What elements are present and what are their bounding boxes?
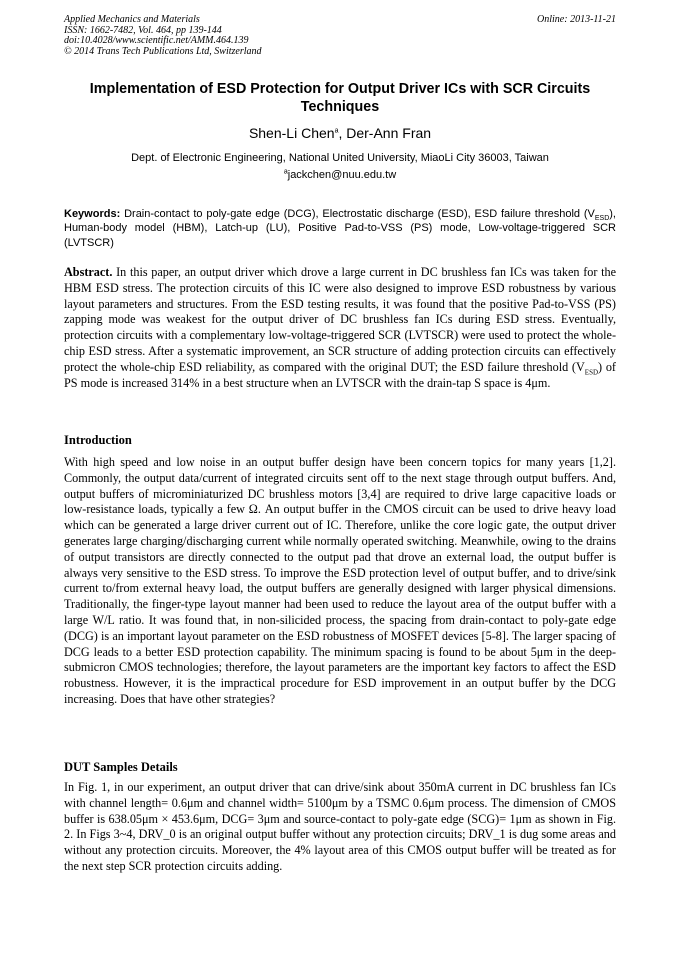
affiliation: Dept. of Electronic Engineering, National United University, MiaoLi City 36003, Taiwan: [131, 152, 549, 164]
online-date: Online: 2013-11-21: [537, 14, 616, 25]
keywords-label: Keywords:: [64, 208, 121, 220]
abstract-label: Abstract.: [64, 265, 113, 279]
author-affiliation-mark: a: [334, 127, 339, 135]
author-name: Shen-Li Chen: [248, 125, 335, 141]
journal-doi: doi:10.4028/www.scientific.net/AMM.464.139: [64, 35, 249, 47]
abstract-section: [64, 265, 616, 391]
keywords-text-continued: ), Human-body model (HBM), Latch-up (LU), Positive Pad-to-VSS (PS) mode, Low-voltage-triggered SCR (LVTSCR): [64, 208, 616, 249]
abstract-text-continued: ) of PS mode is increased 314% in a best structure when an LVTSCR with the drain-tap S space is 4μm.: [64, 359, 616, 390]
dut-body: In Fig. 1, in our experiment, an output driver that can drive/sink about 350mA current in DC brushless fan ICs with channel length= 0.6μm and channel width= 5100μm by a TSMC 0.6μm process. The dimension of CMOS buffer is 638.05μm × 453.6μm, DCG= 3μm and source-contact to poly-gate edge (SCG)= 1μm as shown in Fig. 2. In Figs 3~4, DRV_0 is an original output buffer without any protection circuits; DRV_1 is dug some areas and without any protection circuits. Moreover, the 4% layout area of this CMOS output buffer will be treated as for the next step SCR protection circuits adding.: [64, 780, 616, 873]
journal-header: [64, 15, 616, 57]
journal-name: Applied Mechanics and Materials: [64, 14, 200, 25]
introduction-heading: Introduction: [64, 433, 132, 447]
introduction-body: With high speed and low noise in an output buffer design have been concern topics for many years [1,2]. Commonly, the output data/current of integrated circuits sent off to the next stage through output buffers. And, output buffers of microminiaturized DC brushless motors [3,4] are required to drive large capacitive loads or low-resistance loads, typically a few Ω. An output buffer in the CMOS circuit can be used to drive heavy load which can be generated a large driver current out of IC. Therefore, unlike the core logic gate, the output driver generates large charging/discharging current while normally operated switching. Meanwhile, owing to the drains of output transistors are directly connected to the output pad that drove an external load, the output buffer is always very sensitive to the ESD stress. To improve the ESD protection level of output buffer, and to drive/sink current to/from external heavy load, the output buffers are generally designed with larger physical dimensions. Traditionally, the finger-type layout manner had been used to reduce the layout area of the output buffer with a large W/L ratio. It was found that, in non-silicided process, the spacing from drain-contact to poly-gate edge (DCG) is an important layout parameter on the ESD robustness of MOSFET devices [5-8]. The larger spacing of DCG leads to a better ESD protection capability. The minimum spacing is found to be about 5μm in the deep-submicron CMOS technologies; therefore, the layout parameters are the important key factors to affect the ESD robustness. However, it is the impractical procedure for ESD improvement in an output buffer by the DCG increasing. Does that have other strategies?: [64, 455, 616, 706]
keywords-text: Drain-contact to poly-gate edge (DCG), Electrostatic discharge (ESD), ESD failure threshold (V: [120, 208, 595, 220]
email-affiliation-mark: a: [283, 168, 288, 176]
keywords-section: [64, 207, 616, 250]
email-address: jackchen@nuu.edu.tw: [287, 169, 397, 181]
author-separator: ,: [338, 125, 347, 141]
author-list: [64, 124, 616, 142]
author-name: Der-Ann Fran: [346, 125, 432, 141]
dut-heading: DUT Samples Details: [64, 760, 178, 774]
email-line: [64, 168, 616, 182]
journal-issn: ISSN: 1662-7482, Vol. 464, pp 139-144: [64, 24, 222, 36]
abstract-text: In this paper, an output driver which drove a large current in DC brushless fan ICs was taken for the HBM ESD stress. The protection circuits of this IC were also designed to improve ESD robustness by various layout parameters and structures. From the ESD testing results, it was found that the positive Pad-to-VSS (PS) zapping mode was weakest for the output driver of DC brushless fan ICs during ESD stress. Eventually, protection circuits with a complementary low-voltage-triggered SCR (LVTSCR) were used to protect the whole-chip ESD stress. After a systematic improvement, an SCR structure of adding protection circuits can effectively protect the whole-chip ESD reliability, as compared with the original DUT; the ESD failure threshold (V: [64, 265, 616, 374]
abstract-subscript: ESD: [584, 368, 599, 377]
journal-copyright: © 2014 Trans Tech Publications Ltd, Switzerland: [64, 45, 262, 57]
paper-title: Implementation of ESD Protection for Output Driver ICs with SCR Circuits Techniques: [89, 81, 591, 115]
keywords-subscript: ESD: [594, 215, 610, 223]
